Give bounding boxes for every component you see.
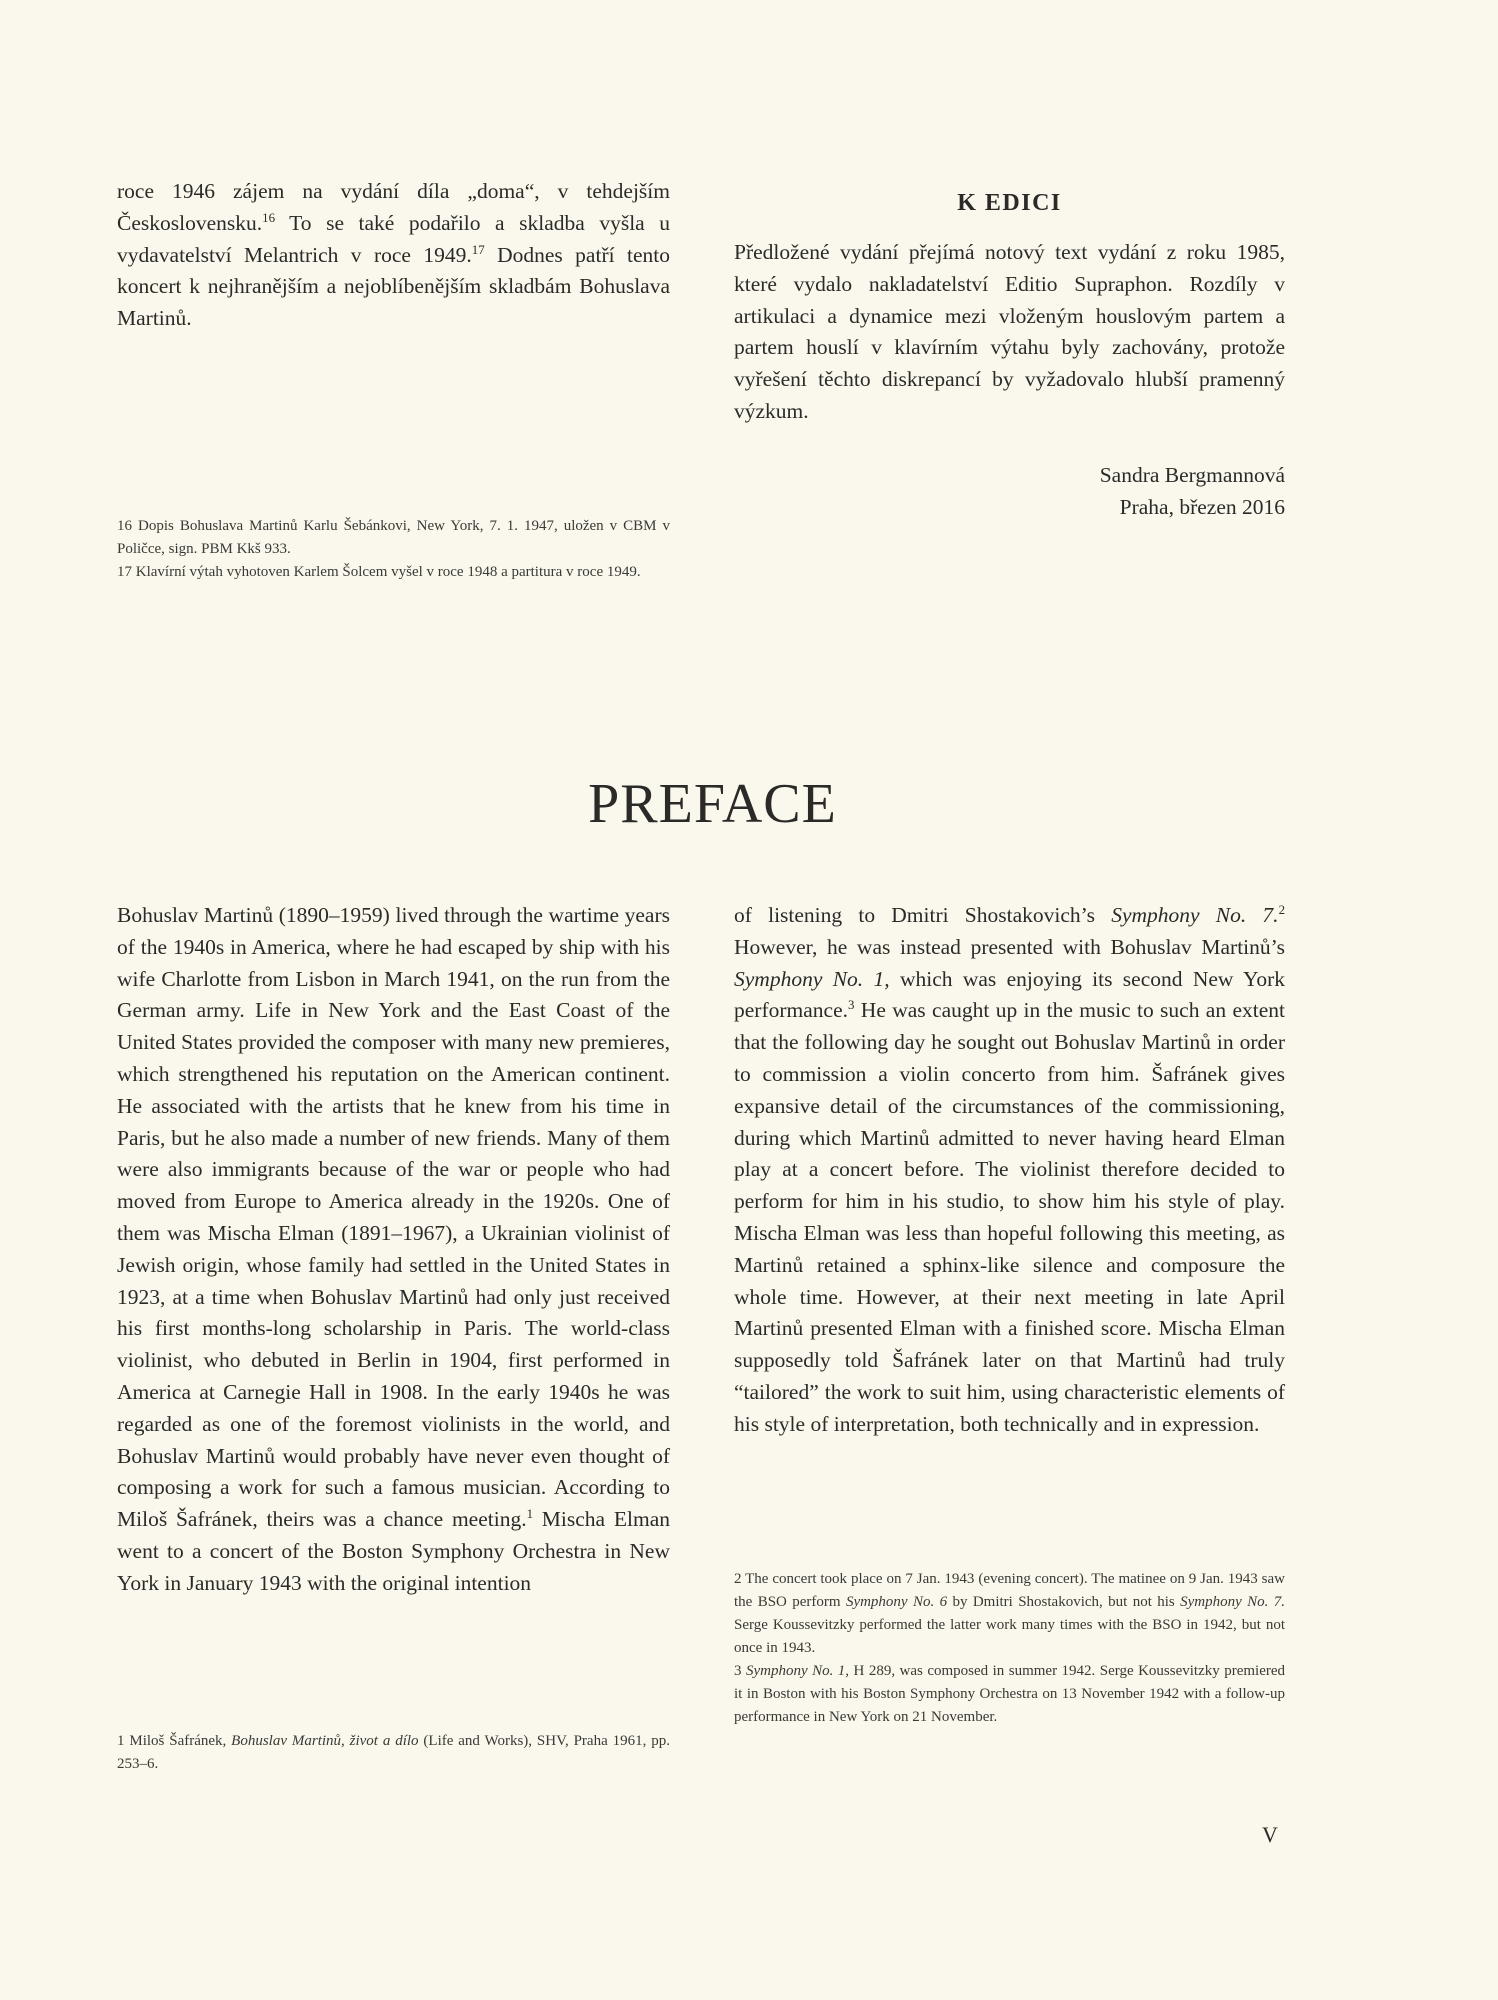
signature-name: Sandra Bergmannová: [1099, 463, 1285, 487]
preface-right-column: [734, 900, 1285, 1441]
text-run: of listening to Dmitri Shostakovich’s: [734, 903, 1112, 927]
text-run: Mischa Elman went to a concert of the Boston Symphony Orchestra in New York in January 1943 with the original intention: [117, 1507, 670, 1595]
preface-right-paragraph: [734, 900, 1285, 1441]
text-run: To se také podařilo a skladba vyšla u vydavatelství Melantrich v roce 1949.: [117, 210, 670, 267]
preface-left-column: [117, 900, 670, 1600]
text-run: (Life and Works), SHV, Praha 1961, pp. 253–6.: [117, 1733, 670, 1772]
text-run: 2 The concert took place on 7 Jan. 1943 (evening concert). The matinee on 9 Jan. 1943 saw the BSO perform: [734, 1571, 1285, 1610]
footnote-2: [734, 1568, 1285, 1660]
footnote-ref: 1: [526, 1506, 534, 1521]
footnote-16: 16 Dopis Bohuslava Martinů Karlu Šebánkovi, New York, 7. 1. 1947, uložen v CBM v Poličce, sign. PBM Kkš 933.: [117, 518, 670, 557]
preface-title-block: [0, 772, 1425, 836]
footnote-ref: 3: [848, 998, 855, 1013]
italic-title: Bohuslav Martinů, život a dílo: [231, 1733, 419, 1749]
text-run: Dodnes patří tento koncert k nejhranějším a nejoblíbenějším skladbám Bohuslava Martinů.: [117, 242, 670, 331]
footnote-ref: 17: [471, 242, 485, 257]
text-run: He was caught up in the music to such an extent that the following day he sought out Bohuslav Martinů in order to commission a violin concerto from him. Šafránek gives expansive detail of the circumstances of the commissioning, during which Martinů admitted to never having heard Elman play at a concert before. The violinist therefore decided to perform for him in his studio, to show him his style of play. Mischa Elman was less than hopeful following this meeting, as Martinů retained a sphinx-like silence and composure the whole time. However, at their next meeting in late April Martinů presented Elman with a finished score. Mischa Elman supposedly told Šafránek later on that Martinů had truly “tailored” the work to suit him, using characteristic elements of his style of interpretation, both technically and in expression.: [734, 998, 1285, 1436]
footnote-ref: 2: [1278, 902, 1286, 917]
k-edici-paragraph: Předložené vydání přejímá notový text vydání z roku 1985, které vydalo nakladatelství Editio Supraphon. Rozdíly v artikulaci a dynamice mezi vloženým houslovým partem a partem houslí v klavírním výtahu byly zachovány, protože vyřešení těchto diskrepancí by vyžadovalo hlubší pramenný výzkum.: [734, 240, 1285, 423]
text-run: H 289, was composed in summer 1942. Serge Koussevitzky premiered it in Boston with his Boston Symphony Orchestra on 13 November 1942 with a follow-up performance in New York on 21 November.: [734, 1663, 1286, 1725]
signature: [900, 460, 1285, 524]
text-run: Serge Koussevitzky performed the latter work many times with the BSO in 1942, but not once in 1943.: [734, 1617, 1285, 1656]
footnote-3: [734, 1660, 1285, 1729]
preface-title: PREFACE: [588, 773, 837, 835]
preface-footnotes-right: [734, 1568, 1285, 1729]
footnote-ref: 16: [262, 210, 276, 225]
italic-title: Symphony No. 1,: [745, 1663, 850, 1679]
czech-continuation-block: [117, 176, 670, 335]
italic-title: Symphony No. 1,: [734, 966, 890, 991]
czech-continuation-paragraph: [117, 176, 670, 335]
k-edici-section: [734, 190, 1285, 428]
text-run: Bohuslav Martinů (1890–1959) lived through the wartime years of the 1940s in America, where he had escaped by ship with his wife Charlotte from Lisbon in March 1941, on the run from the German army. Life in New York and the East Coast of the United States provided the composer with many new premieres, which strengthened his reputation on the American continent. He associated with the artists that he knew from his time in Paris, but he also made a number of new friends. Many of them were also immigrants because of the war or people who had moved from Europe to America already in the 1920s. One of them was Mischa Elman (1891–1967), a Ukrainian violinist of Jewish origin, whose family had settled in the United States in 1923, at a time when Bohuslav Martinů had only just received his first months-long scholarship in Paris. The world-class violinist, who debuted in Berlin in 1904, first performed in America at Carnegie Hall in 1908. In the early 1940s he was regarded as one of the foremost violinists in the world, and Bohuslav Martinů would probably have never even thought of composing a work for such a famous musician. According to Miloš Šafránek, theirs was a chance meeting.: [117, 903, 670, 1532]
text-run: However, he was instead presented with Bohuslav Martinů’s: [734, 934, 1285, 959]
italic-title: Symphony No. 7.: [1111, 903, 1279, 927]
footnote-1: [117, 1730, 670, 1776]
italic-title: Symphony No. 7.: [1180, 1594, 1286, 1610]
preface-left-paragraph: [117, 900, 670, 1600]
czech-footnotes: [117, 515, 670, 584]
preface-footnote-left: [117, 1730, 670, 1776]
text-run: by Dmitri Shostakovich, but not his: [947, 1594, 1181, 1610]
text-run: 3: [734, 1663, 746, 1679]
footnote-17: 17 Klavírní výtah vyhotoven Karlem Šolcem vyšel v roce 1948 a partitura v roce 1949.: [117, 564, 641, 580]
text-run: 1 Miloš Šafránek,: [117, 1733, 232, 1749]
page-number: V: [1262, 1822, 1278, 1847]
k-edici-heading: K EDICI: [957, 190, 1062, 216]
signature-place: Praha, březen 2016: [1119, 494, 1285, 519]
text-run: roce 1946 zájem na vydání díla „doma“, v tehdejším Československu.: [117, 179, 670, 235]
text-run: which was enjoying its second New York performance.: [734, 966, 1286, 1023]
italic-title: Symphony No. 6: [845, 1594, 948, 1610]
